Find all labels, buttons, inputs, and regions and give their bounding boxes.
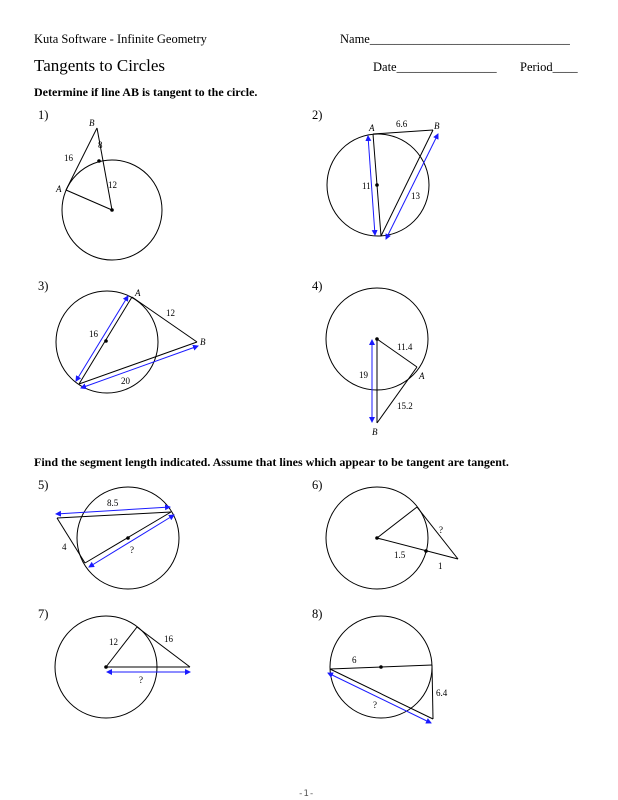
label-20: 20 [121,376,130,386]
label-A: A [135,288,141,298]
page-title: Tangents to Circles [34,56,166,75]
label-12: 12 [109,637,118,647]
label-1: 1 [438,561,443,571]
label-12: 12 [108,180,117,190]
label-A: A [56,184,62,194]
label-1.5: 1.5 [394,550,406,560]
label-11.4: 11.4 [397,342,413,352]
intersection-point [424,549,428,553]
label-B: B [200,337,206,347]
figure-7 [55,616,190,718]
intersection-point [97,159,101,163]
period-blank: ____ [552,60,578,74]
figure-3 [56,288,206,393]
label-16: 16 [164,634,173,644]
label-19: 19 [359,370,368,380]
label-4: 4 [62,542,67,552]
label-B: B [89,118,95,128]
problem-6-number: 6) [312,478,323,492]
date-label: Date [373,60,397,74]
center-point [104,339,108,343]
tangent [57,518,85,563]
tangent [417,507,458,559]
label-16: 16 [89,329,98,339]
tangent [432,665,433,719]
label-unknown: ? [130,545,134,555]
figure-6 [326,487,458,589]
name-blank: ________________________________ [369,32,570,46]
label-6.6: 6.6 [396,119,408,129]
radius [106,627,137,667]
label-A: A [369,123,375,133]
label-8: 8 [98,140,103,150]
segment-AB [377,367,417,423]
dimension-16 [76,296,128,381]
center-point [375,536,379,540]
radius-1 [66,190,112,210]
center-point [375,337,379,341]
center-point [104,665,108,669]
dimension-unknown [328,673,431,723]
label-16: 16 [64,153,73,163]
figure-2 [327,119,440,239]
problem-1-number: 1) [38,108,49,122]
label-A: A [419,371,425,381]
problem-4-number: 4) [312,279,323,293]
figure-1 [55,118,162,260]
label-B: B [434,121,440,131]
tangent [137,627,190,667]
publisher-label: Kuta Software - Infinite Geometry [34,32,207,46]
figure-8 [328,616,448,723]
center-point [375,183,379,187]
problem-3-number: 3) [38,279,49,293]
label-11: 11 [362,181,371,191]
secant [330,669,433,719]
figure-4 [326,288,428,437]
label-unknown: ? [373,700,377,710]
segment-AB [132,297,197,342]
problem-8-number: 8) [312,607,323,621]
label-12: 12 [166,308,175,318]
center-point [126,536,130,540]
label-15.2: 15.2 [397,401,413,411]
name-label: Name [340,32,370,46]
page-number: -1- [298,789,315,799]
segment-B-bottom [79,342,197,384]
label-8.5: 8.5 [107,498,119,508]
problem-2-number: 2) [312,108,323,122]
problem-7-number: 7) [38,607,49,621]
label-6.4: 6.4 [436,688,448,698]
segment-B-bottom [381,130,433,236]
dimension-unknown [89,515,174,567]
period-label: Period [520,60,553,74]
label-B: B [372,427,378,437]
label-6: 6 [352,655,357,665]
center-point [379,665,383,669]
label-unknown: ? [139,675,143,685]
section-2-instruction: Find the segment length indicated. Assume that lines which appear to be tangent are tangent. [34,455,509,469]
date-blank: ________________ [396,60,497,74]
figure-5 [56,487,179,589]
problem-5-number: 5) [38,478,49,492]
segment-AB [373,130,433,134]
radius-to-tangent [377,507,417,538]
label-13: 13 [411,191,420,201]
section-1-instruction: Determine if line AB is tangent to the circle. [34,85,258,99]
secant [377,538,458,559]
label-unknown: ? [439,525,443,535]
center-point [110,208,114,212]
